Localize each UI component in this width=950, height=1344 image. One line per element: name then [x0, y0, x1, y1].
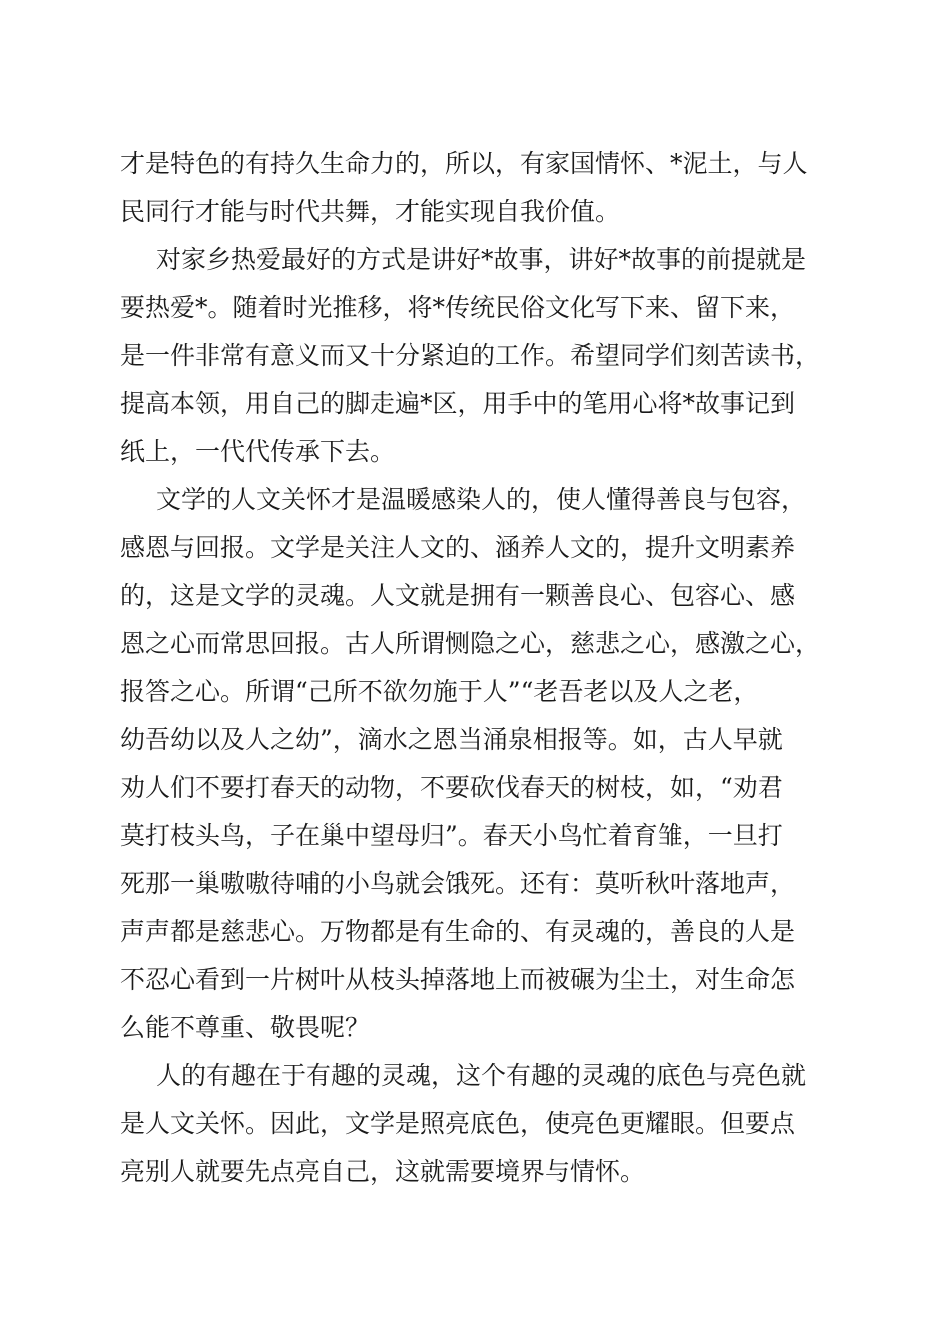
paragraph-line: 么能不尊重、敬畏呢？ [120, 1013, 371, 1042]
paragraph-line: 才是特色的有持久生命力的，所以，有家国情怀、*泥土，与人 [120, 149, 808, 178]
paragraph-line: 声声都是慈悲心。万物都是有生命的、有灵魂的，善良的人是 [120, 917, 796, 946]
paragraph-line: 要热爱*。随着时光推移，将*传统民俗文化写下来、留下来， [120, 293, 796, 322]
paragraph-2 [120, 236, 832, 476]
paragraph-line: 死那一巢嗷嗷待哺的小鸟就会饿死。还有：莫听秋叶落地声， [120, 869, 796, 898]
document-body [120, 140, 832, 1196]
paragraph-line: 幼吾幼以及人之幼”，滴水之恩当涌泉相报等。如，古人早就 [120, 725, 783, 754]
paragraph-line: 报答之心。所谓“己所不欲勿施于人”“老吾老以及人之老， [120, 677, 759, 706]
paragraph-line: 劝人们不要打春天的动物，不要砍伐春天的树枝，如，“劝君 [120, 773, 783, 802]
paragraph-line: 感恩与回报。文学是关注人文的、涵养人文的，提升文明素养 [120, 533, 796, 562]
paragraph-3 [120, 476, 832, 1052]
paragraph-line: 亮别人就要先点亮自己，这就需要境界与情怀。 [120, 1157, 646, 1186]
paragraph-line: 恩之心而常思回报。古人所谓恻隐之心，慈悲之心，感激之心， [120, 629, 821, 658]
paragraph-4 [120, 1052, 832, 1196]
paragraph-line: 莫打枝头鸟，子在巢中望母归”。春天小鸟忙着育雏，一旦打 [120, 821, 783, 850]
paragraph-line: 提高本领，用自己的脚走遍*区，用手中的笔用心将*故事记到 [120, 389, 796, 418]
paragraph-1 [120, 140, 832, 236]
paragraph-line: 对家乡热爱最好的方式是讲好*故事，讲好*故事的前提就是 [156, 245, 807, 274]
paragraph-line: 民同行才能与时代共舞，才能实现自我价值。 [120, 197, 621, 226]
paragraph-line: 是一件非常有意义而又十分紧迫的工作。希望同学们刻苦读书， [120, 341, 821, 370]
paragraph-line: 人的有趣在于有趣的灵魂，这个有趣的灵魂的底色与亮色就 [156, 1061, 807, 1090]
paragraph-line: 纸上，一代代传承下去。 [120, 437, 396, 466]
paragraph-line: 文学的人文关怀才是温暖感染人的，使人懂得善良与包容， [156, 485, 807, 514]
paragraph-line: 不忍心看到一片树叶从枝头掉落地上而被碾为尘土，对生命怎 [120, 965, 796, 994]
paragraph-line: 是人文关怀。因此，文学是照亮底色，使亮色更耀眼。但要点 [120, 1109, 796, 1138]
paragraph-line: 的，这是文学的灵魂。人文就是拥有一颗善良心、包容心、感 [120, 581, 796, 610]
